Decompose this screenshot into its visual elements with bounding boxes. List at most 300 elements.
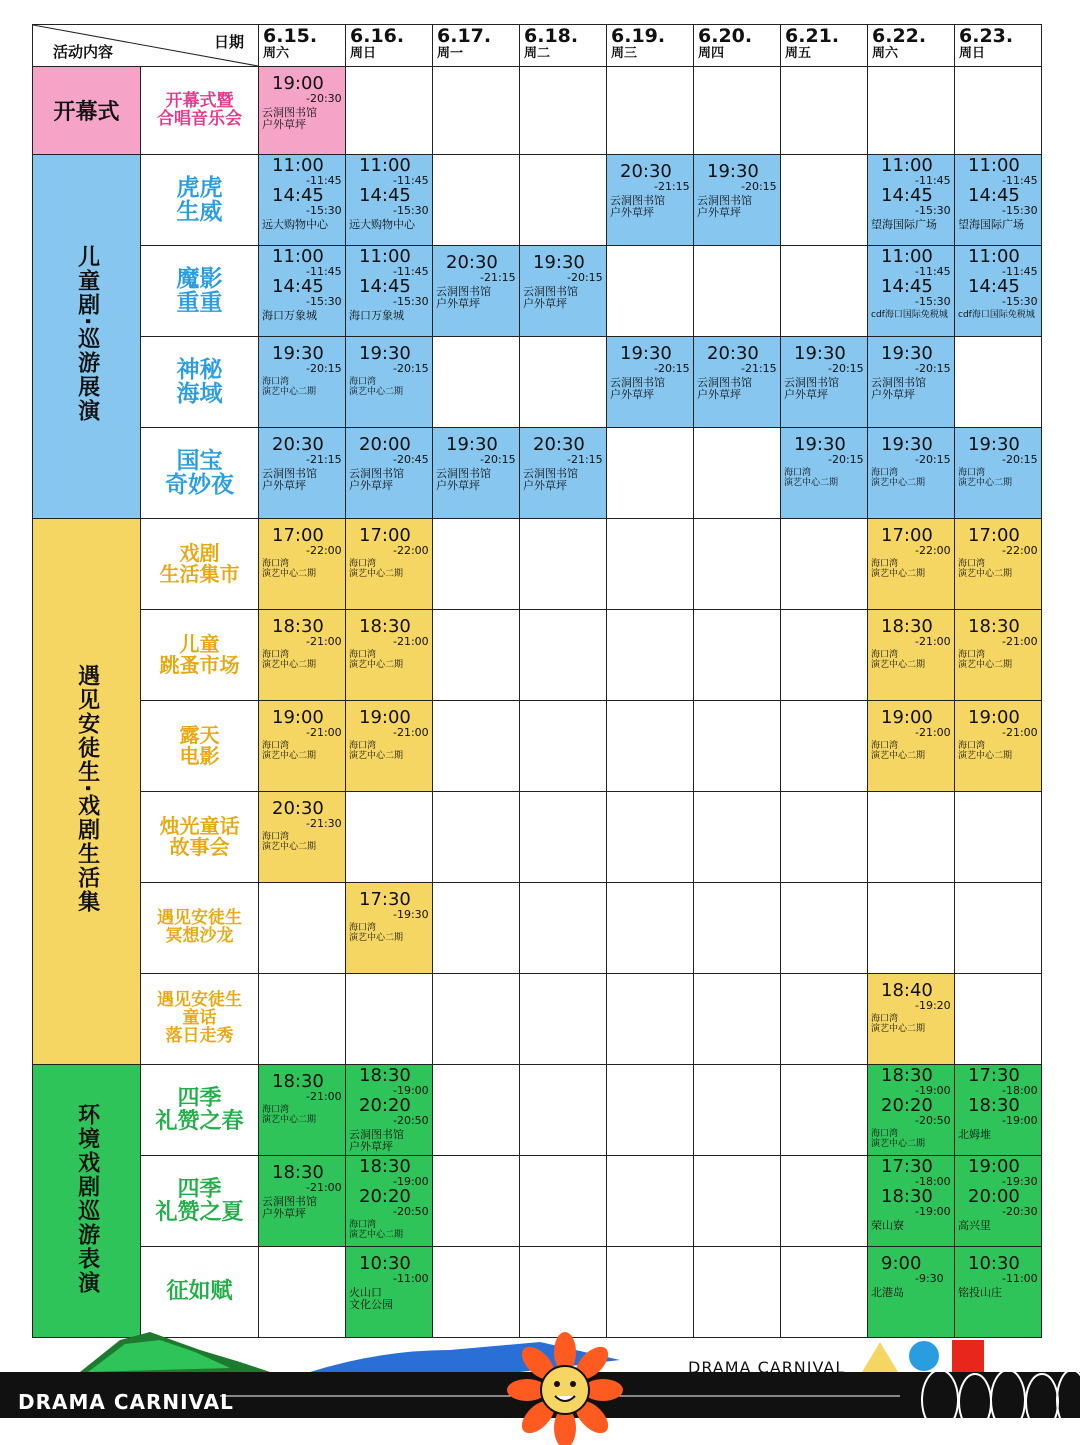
end-time: -21:15 bbox=[480, 271, 516, 284]
end-time: -20:15 bbox=[741, 180, 777, 193]
venue: 海口湾 演艺中心二期 bbox=[349, 741, 404, 761]
event-name: 虎虎 生威 bbox=[141, 155, 259, 246]
schedule-cell bbox=[433, 1065, 520, 1156]
schedule-cell bbox=[868, 1156, 955, 1247]
schedule-cell bbox=[955, 701, 1042, 792]
event-name: 征如赋 bbox=[141, 1247, 259, 1338]
row-chun bbox=[33, 1065, 1042, 1156]
header-row bbox=[33, 25, 1042, 67]
schedule-cell bbox=[781, 1065, 868, 1156]
schedule-cell bbox=[868, 883, 955, 974]
end-time: -9:30 bbox=[915, 1272, 944, 1285]
venue: 云洞图书馆 户外草坪 bbox=[262, 106, 317, 131]
start-time: 19:00 bbox=[881, 707, 933, 728]
schedule-cell bbox=[520, 519, 607, 610]
start-time: 14:45 bbox=[272, 276, 324, 297]
venue: 云洞图书馆 户外草坪 bbox=[697, 376, 752, 401]
weekday: 周二 bbox=[524, 46, 551, 61]
start-time: 20:30 bbox=[446, 252, 498, 273]
weekday: 周三 bbox=[611, 46, 638, 61]
event-name: 四季 礼赞之春 bbox=[141, 1065, 259, 1156]
schedule-cell bbox=[694, 519, 781, 610]
venue: 海口湾 演艺中心二期 bbox=[349, 1220, 404, 1240]
event-name: 魔影 重重 bbox=[141, 246, 259, 337]
end-time: -11:00 bbox=[393, 1272, 429, 1285]
end-time: -20:15 bbox=[480, 453, 516, 466]
row-huhu bbox=[33, 155, 1042, 246]
date-header bbox=[607, 25, 694, 67]
row-xia bbox=[33, 1156, 1042, 1247]
schedule-cell bbox=[346, 974, 433, 1065]
end-time: -11:00 bbox=[1002, 1272, 1038, 1285]
end-time: -20:15 bbox=[654, 362, 690, 375]
schedule-cell bbox=[868, 337, 955, 428]
brand-right: DRAMA CARNIVAL bbox=[688, 1358, 846, 1377]
schedule-cell bbox=[694, 246, 781, 337]
end-time: -19:20 bbox=[915, 999, 951, 1012]
weekday: 周六 bbox=[872, 46, 899, 61]
activity-label: 活动内容 bbox=[53, 43, 114, 61]
schedule-cell bbox=[607, 519, 694, 610]
schedule-cell bbox=[346, 67, 433, 155]
schedule-cell bbox=[955, 1156, 1042, 1247]
schedule-cell bbox=[520, 246, 607, 337]
date-header bbox=[433, 25, 520, 67]
schedule-cell bbox=[607, 1065, 694, 1156]
schedule-cell bbox=[259, 974, 346, 1065]
event-name: 开幕式暨 合唱音乐会 bbox=[141, 67, 259, 155]
end-time: -19:00 bbox=[393, 1175, 429, 1188]
schedule-cell bbox=[955, 610, 1042, 701]
end-time: -22:00 bbox=[1002, 544, 1038, 557]
schedule-cell bbox=[259, 610, 346, 701]
schedule-cell bbox=[433, 155, 520, 246]
event-name: 烛光童话 故事会 bbox=[141, 792, 259, 883]
venue: 海口湾 演艺中心二期 bbox=[349, 377, 404, 397]
start-time: 19:00 bbox=[272, 73, 324, 94]
venue: 云洞图书馆 户外草坪 bbox=[784, 376, 839, 401]
start-time: 14:45 bbox=[968, 185, 1020, 206]
end-time: -18:00 bbox=[915, 1175, 951, 1188]
schedule-cell bbox=[346, 246, 433, 337]
date-header bbox=[346, 25, 433, 67]
start-time: 19:30 bbox=[272, 343, 324, 364]
schedule-cell bbox=[955, 337, 1042, 428]
footer-artwork bbox=[0, 1320, 1080, 1445]
schedule-cell bbox=[607, 337, 694, 428]
row-luori bbox=[33, 974, 1042, 1065]
schedule-cell bbox=[694, 610, 781, 701]
schedule-cell bbox=[346, 1156, 433, 1247]
end-time: -15:30 bbox=[306, 204, 342, 217]
schedule-cell bbox=[868, 974, 955, 1065]
event-name: 神秘 海域 bbox=[141, 337, 259, 428]
weekday: 周日 bbox=[959, 46, 986, 61]
schedule-cell bbox=[607, 246, 694, 337]
start-time: 19:30 bbox=[707, 161, 759, 182]
venue: cdf海口国际免税城 bbox=[871, 310, 948, 320]
end-time: -20:15 bbox=[567, 271, 603, 284]
row-moying bbox=[33, 246, 1042, 337]
venue: 海口湾 演艺中心二期 bbox=[262, 1105, 317, 1125]
schedule-cell bbox=[868, 155, 955, 246]
start-time: 18:30 bbox=[272, 616, 324, 637]
end-time: -20:15 bbox=[1002, 453, 1038, 466]
schedule-cell bbox=[694, 701, 781, 792]
venue: 云洞图书馆 户外草坪 bbox=[610, 194, 665, 219]
start-time: 20:20 bbox=[359, 1095, 411, 1116]
schedule-cell bbox=[955, 974, 1042, 1065]
schedule-cell bbox=[259, 701, 346, 792]
venue: 远大购物中心 bbox=[349, 218, 415, 231]
schedule-cell bbox=[868, 1065, 955, 1156]
end-time: -21:00 bbox=[306, 1090, 342, 1103]
start-time: 14:45 bbox=[881, 276, 933, 297]
end-time: -15:30 bbox=[393, 204, 429, 217]
date-header bbox=[259, 25, 346, 67]
schedule-cell bbox=[868, 792, 955, 883]
end-time: -21:15 bbox=[306, 453, 342, 466]
end-time: -21:15 bbox=[654, 180, 690, 193]
schedule-cell bbox=[433, 1156, 520, 1247]
schedule-cell bbox=[520, 1156, 607, 1247]
end-time: -11:45 bbox=[393, 174, 429, 187]
start-time: 19:00 bbox=[968, 707, 1020, 728]
end-time: -21:00 bbox=[915, 635, 951, 648]
start-time: 17:30 bbox=[359, 889, 411, 910]
schedule-cell bbox=[259, 67, 346, 155]
venue: 海口湾 演艺中心二期 bbox=[784, 468, 839, 488]
schedule-cell bbox=[607, 67, 694, 155]
event-name: 儿童 跳蚤市场 bbox=[141, 610, 259, 701]
start-time: 11:00 bbox=[359, 155, 411, 176]
schedule-cell bbox=[694, 974, 781, 1065]
schedule-cell bbox=[955, 155, 1042, 246]
start-time: 17:00 bbox=[359, 525, 411, 546]
schedule-cell bbox=[607, 883, 694, 974]
schedule-table bbox=[32, 24, 1042, 1338]
venue: 高兴里 bbox=[958, 1219, 991, 1232]
footer-banner bbox=[0, 1320, 1080, 1445]
end-time: -19:00 bbox=[915, 1084, 951, 1097]
start-time: 20:30 bbox=[533, 434, 585, 455]
start-time: 19:30 bbox=[794, 343, 846, 364]
venue: 海口湾 演艺中心二期 bbox=[262, 650, 317, 670]
schedule-cell bbox=[520, 337, 607, 428]
venue: 海口湾 演艺中心二期 bbox=[871, 1129, 926, 1149]
end-time: -21:00 bbox=[915, 726, 951, 739]
schedule-cell bbox=[694, 792, 781, 883]
schedule-cell bbox=[433, 883, 520, 974]
end-time: -15:30 bbox=[306, 295, 342, 308]
start-time: 18:40 bbox=[881, 980, 933, 1001]
schedule-cell bbox=[346, 610, 433, 701]
schedule-cell bbox=[694, 1156, 781, 1247]
venue: 海口湾 演艺中心二期 bbox=[349, 923, 404, 943]
start-time: 14:45 bbox=[359, 185, 411, 206]
venue: 海口湾 演艺中心二期 bbox=[958, 741, 1013, 761]
schedule-cell bbox=[955, 246, 1042, 337]
venue: cdf海口国际免税城 bbox=[958, 310, 1035, 320]
row-mingxiang bbox=[33, 883, 1042, 974]
event-name: 国宝 奇妙夜 bbox=[141, 428, 259, 519]
schedule-cell bbox=[607, 701, 694, 792]
start-time: 18:30 bbox=[272, 1071, 324, 1092]
venue: 海口万象城 bbox=[349, 309, 404, 322]
venue: 海口湾 演艺中心二期 bbox=[262, 832, 317, 852]
venue: 海口湾 演艺中心二期 bbox=[958, 559, 1013, 579]
venue: 云洞图书馆 户外草坪 bbox=[871, 376, 926, 401]
date: 6.19. bbox=[611, 25, 666, 47]
schedule-cell bbox=[694, 883, 781, 974]
end-time: -22:00 bbox=[915, 544, 951, 557]
schedule-cell bbox=[346, 337, 433, 428]
date: 6.22. bbox=[872, 25, 927, 47]
start-time: 17:00 bbox=[968, 525, 1020, 546]
schedule-cell bbox=[433, 67, 520, 155]
end-time: -19:00 bbox=[1002, 1114, 1038, 1127]
date: 6.15. bbox=[263, 25, 318, 47]
row-tiaozao bbox=[33, 610, 1042, 701]
venue: 海口湾 演艺中心二期 bbox=[871, 1014, 926, 1034]
schedule-cell bbox=[607, 155, 694, 246]
start-time: 17:00 bbox=[881, 525, 933, 546]
header-corner bbox=[33, 25, 259, 67]
schedule-cell bbox=[520, 610, 607, 701]
date-header bbox=[955, 25, 1042, 67]
schedule-cell bbox=[259, 246, 346, 337]
event-name: 四季 礼赞之夏 bbox=[141, 1156, 259, 1247]
end-time: -20:15 bbox=[828, 453, 864, 466]
row-shenmi bbox=[33, 337, 1042, 428]
start-time: 20:00 bbox=[968, 1186, 1020, 1207]
schedule-cell bbox=[781, 610, 868, 701]
schedule-cell bbox=[346, 519, 433, 610]
start-time: 11:00 bbox=[272, 246, 324, 267]
venue: 海口湾 演艺中心二期 bbox=[262, 741, 317, 761]
end-time: -15:30 bbox=[915, 204, 951, 217]
schedule-cell bbox=[781, 519, 868, 610]
schedule-cell bbox=[520, 792, 607, 883]
schedule-cell bbox=[520, 155, 607, 246]
end-time: -22:00 bbox=[393, 544, 429, 557]
start-time: 14:45 bbox=[881, 185, 933, 206]
weekday: 周六 bbox=[263, 46, 290, 61]
schedule-cell bbox=[607, 610, 694, 701]
start-time: 19:30 bbox=[968, 434, 1020, 455]
date-header bbox=[520, 25, 607, 67]
venue: 海口湾 演艺中心二期 bbox=[958, 650, 1013, 670]
venue: 火山口 文化公园 bbox=[349, 1286, 393, 1311]
schedule-cell bbox=[520, 883, 607, 974]
end-time: -20:50 bbox=[915, 1114, 951, 1127]
end-time: -11:45 bbox=[393, 265, 429, 278]
event-name: 遇见安徒生 冥想沙龙 bbox=[141, 883, 259, 974]
schedule-cell bbox=[520, 428, 607, 519]
schedule-cell bbox=[259, 883, 346, 974]
start-time: 20:00 bbox=[359, 434, 411, 455]
schedule-cell bbox=[781, 67, 868, 155]
start-time: 20:20 bbox=[881, 1095, 933, 1116]
schedule-cell bbox=[259, 1156, 346, 1247]
start-time: 20:30 bbox=[272, 434, 324, 455]
schedule-cell bbox=[781, 792, 868, 883]
end-time: -11:45 bbox=[1002, 265, 1038, 278]
schedule-cell bbox=[433, 974, 520, 1065]
start-time: 18:30 bbox=[881, 616, 933, 637]
schedule-cell bbox=[259, 155, 346, 246]
schedule-cell bbox=[781, 428, 868, 519]
date: 6.17. bbox=[437, 25, 492, 47]
schedule-cell bbox=[781, 883, 868, 974]
schedule-cell bbox=[346, 1065, 433, 1156]
start-time: 18:30 bbox=[272, 1162, 324, 1183]
end-time: -21:15 bbox=[741, 362, 777, 375]
category-environment: 环境戏剧巡游表演 bbox=[33, 1065, 141, 1338]
end-time: -11:45 bbox=[306, 265, 342, 278]
end-time: -20:15 bbox=[306, 362, 342, 375]
start-time: 19:00 bbox=[272, 707, 324, 728]
end-time: -20:45 bbox=[393, 453, 429, 466]
venue: 海口湾 演艺中心二期 bbox=[262, 559, 317, 579]
date: 6.21. bbox=[785, 25, 840, 47]
start-time: 19:30 bbox=[620, 343, 672, 364]
schedule-cell bbox=[694, 155, 781, 246]
start-time: 19:30 bbox=[794, 434, 846, 455]
start-time: 19:30 bbox=[359, 343, 411, 364]
start-time: 11:00 bbox=[881, 155, 933, 176]
category-opening: 开幕式 bbox=[33, 67, 141, 155]
start-time: 18:30 bbox=[968, 1095, 1020, 1116]
end-time: -20:15 bbox=[828, 362, 864, 375]
schedule-cell bbox=[694, 1065, 781, 1156]
start-time: 20:30 bbox=[272, 798, 324, 819]
end-time: -19:30 bbox=[1002, 1175, 1038, 1188]
event-name: 遇见安徒生 童话 落日走秀 bbox=[141, 974, 259, 1065]
schedule-cell bbox=[955, 883, 1042, 974]
end-time: -15:30 bbox=[393, 295, 429, 308]
end-time: -21:00 bbox=[1002, 635, 1038, 648]
brand-left: DRAMA CARNIVAL bbox=[18, 1390, 234, 1414]
venue: 铭投山庄 bbox=[958, 1286, 1002, 1299]
weekday: 周一 bbox=[437, 46, 464, 61]
schedule-cell bbox=[955, 1065, 1042, 1156]
start-time: 17:30 bbox=[881, 1156, 933, 1177]
end-time: -19:00 bbox=[393, 1084, 429, 1097]
start-time: 20:30 bbox=[620, 161, 672, 182]
category-children: 儿童剧·巡游展演 bbox=[33, 155, 141, 519]
start-time: 19:00 bbox=[359, 707, 411, 728]
category-andersen: 遇见安徒生·戏剧生活集 bbox=[33, 519, 141, 1065]
venue: 云洞图书馆 户外草坪 bbox=[436, 467, 491, 492]
schedule-cell bbox=[433, 519, 520, 610]
schedule-cell bbox=[259, 337, 346, 428]
schedule-cell bbox=[433, 337, 520, 428]
start-time: 18:30 bbox=[881, 1065, 933, 1086]
start-time: 19:30 bbox=[881, 434, 933, 455]
venue: 北姆堆 bbox=[958, 1128, 991, 1141]
start-time: 18:30 bbox=[968, 616, 1020, 637]
end-time: -21:00 bbox=[1002, 726, 1038, 739]
schedule-cell bbox=[520, 67, 607, 155]
venue: 海口万象城 bbox=[262, 309, 317, 322]
schedule-cell bbox=[607, 428, 694, 519]
start-time: 11:00 bbox=[359, 246, 411, 267]
schedule-cell bbox=[520, 701, 607, 792]
end-time: -20:30 bbox=[306, 92, 342, 105]
start-time: 19:30 bbox=[881, 343, 933, 364]
weekday: 周四 bbox=[698, 46, 725, 61]
venue: 海口湾 演艺中心二期 bbox=[871, 650, 926, 670]
start-time: 19:30 bbox=[533, 252, 585, 273]
schedule-cell bbox=[868, 610, 955, 701]
start-time: 18:30 bbox=[881, 1186, 933, 1207]
venue: 海口湾 演艺中心二期 bbox=[958, 468, 1013, 488]
schedule-cell bbox=[346, 883, 433, 974]
start-time: 10:30 bbox=[968, 1253, 1020, 1274]
venue: 云洞图书馆 户外草坪 bbox=[262, 467, 317, 492]
schedule-cell bbox=[433, 610, 520, 701]
venue: 海口湾 演艺中心二期 bbox=[262, 377, 317, 397]
schedule-cell bbox=[868, 428, 955, 519]
venue: 海口湾 演艺中心二期 bbox=[871, 741, 926, 761]
end-time: -21:00 bbox=[393, 726, 429, 739]
schedule-cell bbox=[781, 246, 868, 337]
schedule-cell bbox=[781, 1156, 868, 1247]
venue: 云洞图书馆 户外草坪 bbox=[349, 467, 404, 492]
start-time: 19:30 bbox=[446, 434, 498, 455]
schedule-cell bbox=[346, 155, 433, 246]
schedule-cell bbox=[694, 337, 781, 428]
schedule-cell bbox=[433, 701, 520, 792]
end-time: -15:30 bbox=[915, 295, 951, 308]
row-guobao bbox=[33, 428, 1042, 519]
end-time: -21:00 bbox=[306, 726, 342, 739]
weekday: 周日 bbox=[350, 46, 377, 61]
schedule-cell bbox=[259, 792, 346, 883]
start-time: 11:00 bbox=[968, 155, 1020, 176]
schedule-cell bbox=[346, 792, 433, 883]
end-time: -19:30 bbox=[393, 908, 429, 921]
date: 6.16. bbox=[350, 25, 405, 47]
schedule-cell bbox=[520, 1065, 607, 1156]
schedule-cell bbox=[346, 701, 433, 792]
schedule-cell bbox=[259, 519, 346, 610]
start-time: 11:00 bbox=[272, 155, 324, 176]
schedule-cell bbox=[433, 428, 520, 519]
schedule-cell bbox=[868, 67, 955, 155]
end-time: -11:45 bbox=[915, 265, 951, 278]
end-time: -21:30 bbox=[306, 817, 342, 830]
venue: 海口湾 演艺中心二期 bbox=[871, 468, 926, 488]
schedule-cell bbox=[955, 428, 1042, 519]
schedule-cell bbox=[868, 246, 955, 337]
row-zhuguang bbox=[33, 792, 1042, 883]
date: 6.18. bbox=[524, 25, 579, 47]
start-time: 9:00 bbox=[881, 1253, 922, 1274]
end-time: -21:15 bbox=[567, 453, 603, 466]
schedule-cell bbox=[694, 67, 781, 155]
schedule-cell bbox=[955, 67, 1042, 155]
end-time: -20:50 bbox=[393, 1205, 429, 1218]
venue: 海口湾 演艺中心二期 bbox=[349, 559, 404, 579]
start-time: 17:30 bbox=[968, 1065, 1020, 1086]
schedule-cell bbox=[607, 974, 694, 1065]
weekday: 周五 bbox=[785, 46, 812, 61]
venue: 云洞图书馆 户外草坪 bbox=[523, 285, 578, 310]
schedule-cell bbox=[781, 337, 868, 428]
end-time: -21:00 bbox=[306, 635, 342, 648]
